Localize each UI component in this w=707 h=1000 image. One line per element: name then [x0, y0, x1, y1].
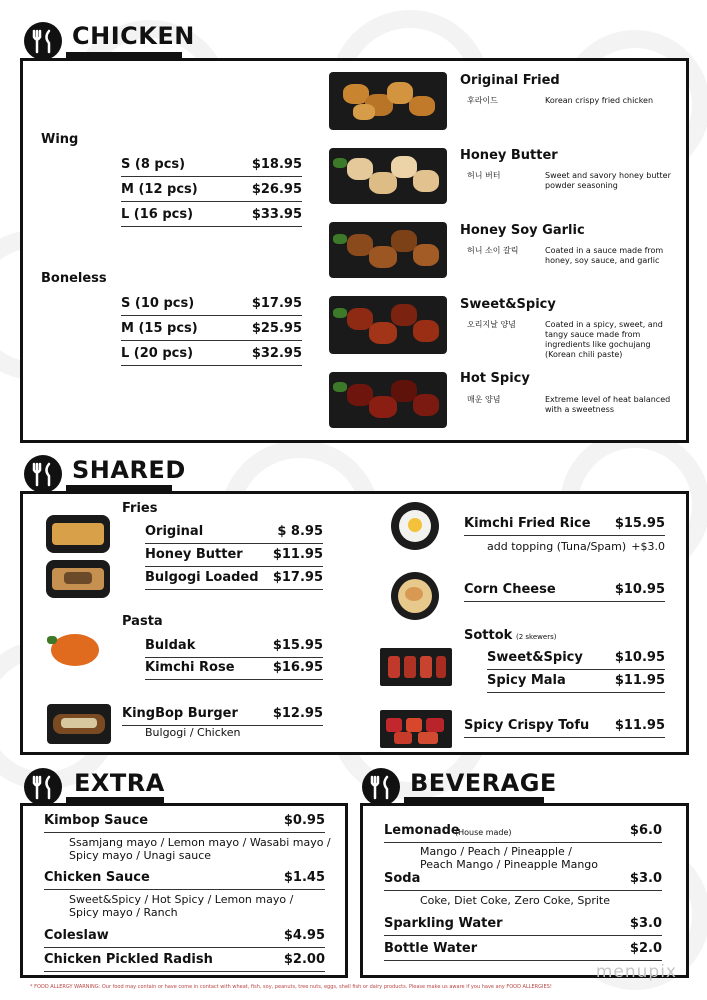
fork-knife-icon — [24, 22, 62, 60]
honey-soy-garlic-photo — [329, 222, 447, 278]
row-divider — [145, 543, 323, 544]
sottok-photo — [380, 648, 452, 686]
row-divider — [121, 176, 302, 177]
row-divider — [384, 960, 662, 961]
lemonade-options: Mango / Peach / Pineapple / — [420, 845, 573, 858]
fork-knife-icon — [24, 768, 62, 806]
fries-price: $17.95 — [272, 570, 323, 585]
pasta-name: Kimchi Rose — [145, 660, 235, 675]
row-divider — [44, 947, 325, 948]
bottle-water-name: Bottle Water — [384, 941, 478, 956]
row-divider — [121, 201, 302, 202]
fries-name: Honey Butter — [145, 547, 243, 562]
kimbop-sauce-options: Spicy mayo / Unagi sauce — [69, 849, 212, 862]
allergy-warning: * FOOD ALLERGY WARNING: Our food may contain or have come in contact with wheat, fish, soy, peanuts, tree nuts, eggs, shell fish or dairy products. Please make us aware if you have any FOOD ALLERGIES! — [30, 984, 552, 990]
row-divider — [121, 315, 302, 316]
chicken-sauce-options: Spicy mayo / Ranch — [69, 906, 178, 919]
coleslaw-price: $4.95 — [283, 928, 325, 943]
sparkling-water-price: $3.0 — [629, 916, 662, 931]
pasta-label: Pasta — [122, 614, 163, 629]
boneless-label: Boneless — [41, 271, 107, 286]
wing-size-m: M (12 pcs) — [121, 182, 198, 197]
wing-price-l: $33.95 — [251, 207, 302, 222]
chicken-sauce-options: Sweet&Spicy / Hot Spicy / Lemon mayo / — [69, 893, 294, 906]
burger-name: KingBop Burger — [122, 706, 238, 721]
flavor-desc: Extreme level of heat balanced with a sweetness — [545, 395, 671, 414]
flavor-name: Hot Spicy — [460, 371, 530, 386]
boneless-price-m: $25.95 — [251, 321, 302, 336]
flavor-name: Honey Soy Garlic — [460, 223, 585, 238]
kimbop-sauce-name: Kimbop Sauce — [44, 813, 149, 828]
kimchi-rice-topping-price: +$3.0 — [631, 540, 665, 553]
pasta-name: Buldak — [145, 638, 196, 653]
tofu-name: Spicy Crispy Tofu — [464, 718, 590, 733]
wing-size-s: S (8 pcs) — [121, 157, 186, 172]
wing-size-l: L (16 pcs) — [121, 207, 194, 222]
kingbop-burger-photo — [47, 704, 111, 744]
kimchi-rice-price: $15.95 — [614, 516, 665, 531]
flavor-name: Honey Butter — [460, 148, 558, 163]
lemonade-price: $6.0 — [629, 823, 662, 838]
row-divider — [121, 365, 302, 366]
lemonade-name: Lemonade — [384, 823, 460, 838]
row-divider — [384, 890, 662, 891]
row-divider — [464, 737, 665, 738]
fries-label: Fries — [122, 501, 158, 516]
row-divider — [384, 935, 662, 936]
kimchi-fried-rice-photo — [391, 502, 439, 550]
lemonade-note: (House made) — [455, 828, 512, 837]
flavor-desc: Coated in a spicy, sweet, and tangy sauce made from ingredients like gochujang (Korean chili paste) — [545, 320, 663, 359]
row-divider — [464, 535, 665, 536]
tofu-price: $11.95 — [614, 718, 665, 733]
flavor-name: Sweet&Spicy — [460, 297, 556, 312]
sottok-name: Spicy Mala — [487, 673, 566, 688]
sottok-name: Sweet&Spicy — [487, 650, 583, 665]
soda-name: Soda — [384, 871, 421, 886]
row-divider — [384, 842, 662, 843]
fries-original-photo — [46, 515, 110, 553]
radish-price: $2.00 — [283, 952, 325, 967]
sottok-price: $11.95 — [614, 673, 665, 688]
hot-spicy-photo — [329, 372, 447, 428]
coleslaw-name: Coleslaw — [44, 928, 109, 943]
section-title-chicken: CHICKEN — [72, 22, 195, 50]
fries-name: Original — [145, 524, 204, 539]
row-divider — [464, 601, 665, 602]
burger-options: Bulgogi / Chicken — [145, 726, 241, 739]
sottok-price: $10.95 — [614, 650, 665, 665]
boneless-size-m: M (15 pcs) — [121, 321, 198, 336]
row-divider — [487, 669, 665, 670]
boneless-size-s: S (10 pcs) — [121, 296, 195, 311]
sweet-spicy-photo — [329, 296, 447, 354]
soda-options: Coke, Diet Coke, Zero Coke, Sprite — [420, 894, 610, 907]
corn-cheese-price: $10.95 — [614, 582, 665, 597]
flavor-name: Original Fried — [460, 73, 560, 88]
menupix-watermark: menupix — [595, 962, 677, 982]
corn-cheese-photo — [391, 572, 439, 620]
spicy-crispy-tofu-photo — [380, 710, 452, 748]
boneless-size-l: L (20 pcs) — [121, 346, 194, 361]
wing-price-m: $26.95 — [251, 182, 302, 197]
fork-knife-icon — [362, 768, 400, 806]
row-divider — [44, 971, 325, 972]
flavor-korean: 후라이드 — [467, 96, 498, 105]
section-title-shared: SHARED — [72, 456, 186, 484]
fries-price: $11.95 — [272, 547, 323, 562]
row-divider — [145, 657, 323, 658]
sottok-label: Sottok — [464, 628, 513, 643]
row-divider — [487, 692, 665, 693]
pasta-photo — [47, 632, 102, 668]
row-divider — [121, 340, 302, 341]
chicken-sauce-name: Chicken Sauce — [44, 870, 150, 885]
boneless-price-l: $32.95 — [251, 346, 302, 361]
flavor-korean: 매운 양념 — [467, 395, 501, 404]
soda-price: $3.0 — [629, 871, 662, 886]
wing-label: Wing — [41, 132, 79, 147]
kimbop-sauce-options: Ssamjang mayo / Lemon mayo / Wasabi mayo / — [69, 836, 331, 849]
flavor-korean: 허니 소이 갈릭 — [467, 246, 519, 255]
fries-name: Bulgogi Loaded — [145, 570, 259, 585]
row-divider — [44, 889, 325, 890]
fries-loaded-photo — [46, 560, 110, 598]
row-divider — [121, 226, 302, 227]
flavor-korean: 오리지날 양념 — [467, 320, 516, 329]
kimchi-rice-topping: add topping (Tuna/Spam) — [487, 540, 627, 553]
fork-knife-icon — [24, 455, 62, 493]
row-divider — [145, 589, 323, 590]
lemonade-options: Peach Mango / Pineapple Mango — [420, 858, 599, 871]
section-title-beverage: BEVERAGE — [410, 769, 557, 797]
sottok-note: (2 skewers) — [516, 633, 557, 641]
wing-price-s: $18.95 — [251, 157, 302, 172]
kimbop-sauce-price: $0.95 — [283, 813, 325, 828]
kimchi-rice-name: Kimchi Fried Rice — [464, 516, 591, 531]
flavor-desc: Korean crispy fried chicken — [545, 96, 654, 105]
honey-butter-photo — [329, 148, 447, 204]
sparkling-water-name: Sparkling Water — [384, 916, 503, 931]
chicken-sauce-price: $1.45 — [283, 870, 325, 885]
corn-cheese-name: Corn Cheese — [464, 582, 556, 597]
row-divider — [145, 679, 323, 680]
flavor-desc: Coated in a sauce made from honey, soy sauce, and garlic — [545, 246, 664, 265]
boneless-price-s: $17.95 — [251, 296, 302, 311]
pasta-price: $16.95 — [272, 660, 323, 675]
pasta-price: $15.95 — [272, 638, 323, 653]
original-fried-photo — [329, 72, 447, 130]
row-divider — [145, 566, 323, 567]
section-title-extra: EXTRA — [74, 769, 165, 797]
bottle-water-price: $2.0 — [629, 941, 662, 956]
radish-name: Chicken Pickled Radish — [44, 952, 213, 967]
flavor-desc: Sweet and savory honey butter powder seasoning — [545, 171, 671, 190]
flavor-korean: 허니 버터 — [467, 171, 501, 180]
row-divider — [44, 832, 325, 833]
burger-price: $12.95 — [272, 706, 323, 721]
fries-price: $ 8.95 — [277, 524, 323, 539]
